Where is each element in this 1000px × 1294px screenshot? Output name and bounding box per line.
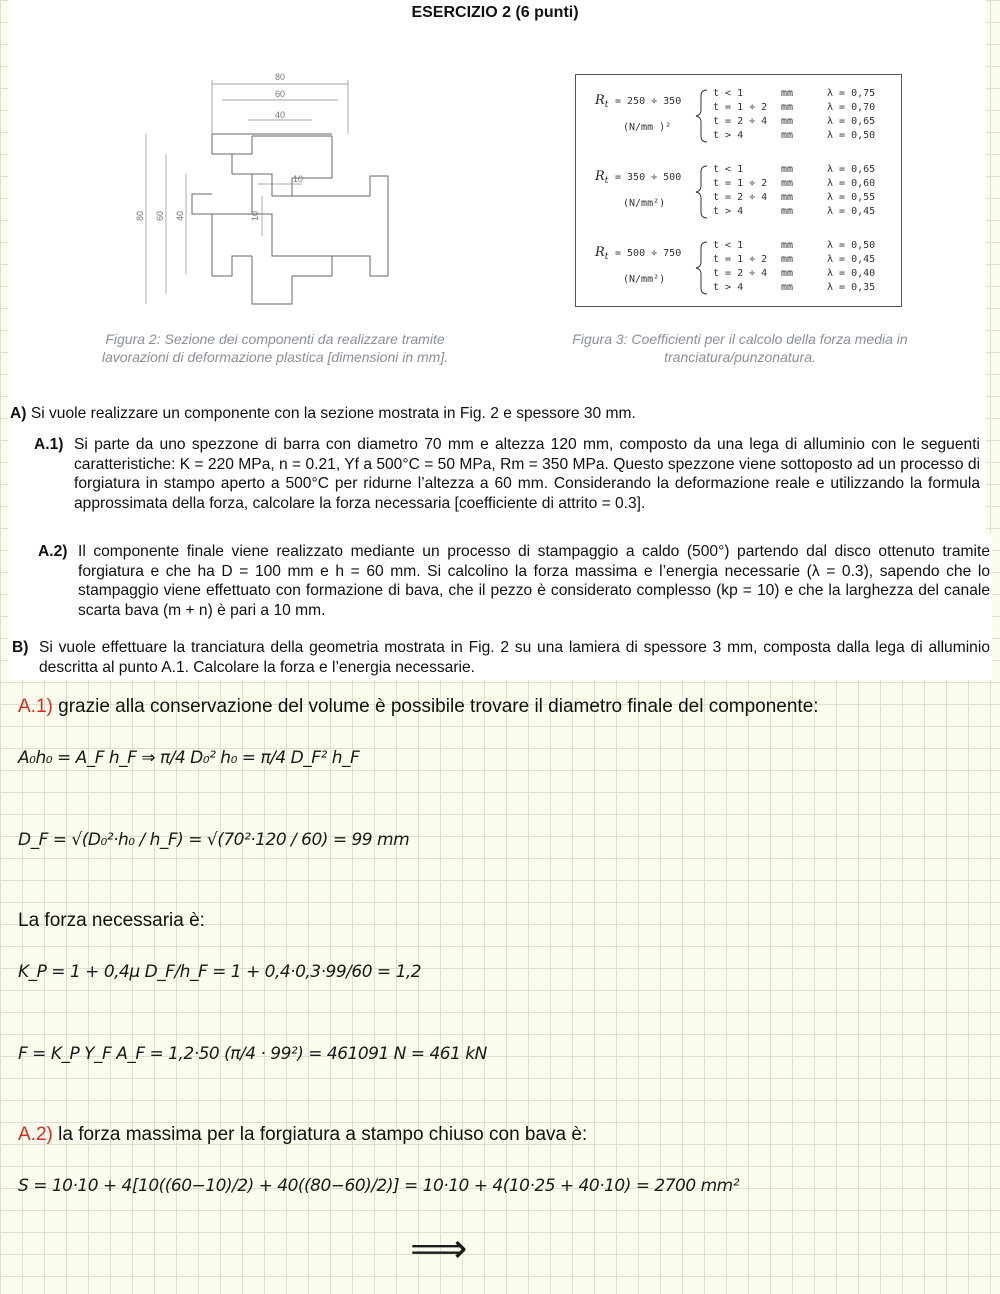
- lambda-value: λ = 0,65: [827, 164, 876, 175]
- answer-a1-intro: A.1) grazie alla conservazione del volume è possibile trovare il diametro finale del componente:: [18, 696, 819, 717]
- thickness-range: t > 4: [713, 206, 744, 217]
- thickness-range: t = 2 ÷ 4: [713, 192, 768, 203]
- figure-3-caption: Figura 3: Coefficienti per il calcolo della forza media in tranciatura/punzonatura.: [572, 331, 908, 365]
- rt-symbol: $R_t$: [595, 245, 609, 262]
- thickness-range: t = 2 ÷ 4: [713, 116, 768, 127]
- answer-a2-intro: A.2) la forza massima per la forgiatura a stampo chiuso con bava è:: [18, 1124, 588, 1145]
- dim-60-left: 60: [155, 210, 165, 222]
- dim-80-left: 80: [135, 210, 145, 222]
- dim-60-top: 60: [274, 89, 286, 99]
- thickness-range: t < 1: [713, 88, 744, 99]
- question-a: A) Si vuole realizzare un componente con la sezione mostrata in Fig. 2 e spessore 30 mm.: [10, 405, 636, 422]
- rt-unit: (N/mm )²: [623, 122, 672, 133]
- lambda-value: λ = 0,45: [827, 254, 876, 265]
- question-b: B) Si vuole effettuare la tranciatura della geometria mostrata in Fig. 2 su una lamiera di spessore 3 mm, composta dalla lega di alluminio descritta al punto A.1. Calcolare la forza e l’energia necessarie.: [12, 639, 990, 676]
- figure-2-section-drawing: [130, 66, 400, 311]
- thickness-range: t > 4: [713, 130, 744, 141]
- dim-80-top: 80: [274, 72, 286, 82]
- lambda-value: λ = 0,55: [827, 192, 876, 203]
- thickness-unit: mm: [781, 116, 794, 127]
- thickness-unit: mm: [781, 102, 794, 113]
- thickness-unit: mm: [781, 206, 794, 217]
- thickness-unit: mm: [781, 282, 794, 293]
- handwritten-kp-equation: K_P = 1 + 0,4μ D_F/h_F = 1 + 0,4·0,3·99/60 = 1,2: [18, 962, 422, 982]
- thickness-unit: mm: [781, 178, 794, 189]
- rt-range: = 350 ÷ 500: [615, 172, 682, 183]
- force-heading: La forza necessaria è:: [18, 910, 205, 931]
- figure-2-caption: Figura 2: Sezione dei componenti da realizzare tramite lavorazioni di deformazione plastica [dimensioni in mm].: [101, 331, 449, 365]
- handwritten-implies-arrow: ⟹: [410, 1226, 467, 1272]
- handwritten-diameter-equation: D_F = √(D₀²·h₀ / h_F) = √(70²·120 / 60) = 99 mm: [18, 830, 410, 850]
- thickness-range: t < 1: [713, 164, 744, 175]
- dim-40-left: 40: [175, 210, 185, 222]
- handwritten-area-equation: S = 10·10 + 4[10((60−10)/2) + 40((80−60)/2)] = 10·10 + 4(10·25 + 40·10) = 2700 mm²: [18, 1176, 740, 1196]
- thickness-unit: mm: [781, 192, 794, 203]
- dim-40-top: 40: [274, 110, 286, 120]
- lambda-value: λ = 0,50: [827, 130, 876, 141]
- rt-symbol: $R_t$: [595, 93, 609, 110]
- thickness-range: t = 1 ÷ 2: [713, 102, 768, 113]
- thickness-unit: mm: [781, 130, 794, 141]
- handwritten-volume-equation: A₀h₀ = A_F h_F ⇒ π/4 D₀² h₀ = π/4 D_F² h_F: [18, 748, 360, 768]
- thickness-unit: mm: [781, 254, 794, 265]
- rt-symbol: $R_t$: [595, 169, 609, 186]
- lambda-value: λ = 0,60: [827, 178, 876, 189]
- question-a1: A.1) Si parte da uno spezzone di barra con diametro 70 mm e altezza 120 mm, composto da una lega di alluminio con le seguenti caratteristiche: K = 220 MPa, n = 0.21, Yf a 500°C = 50 MPa, Rm = 350 MPa. Questo spezzone viene sottoposto ad un processo di forgiatura in stampo aperto a 500°C per ridurne l’altezza a 60 mm. Considerando la deformazione reale e utilizzando la formula approssimata della forza, calcolare la forza necessaria [coefficiente di attrito = 0.3].: [34, 436, 980, 512]
- thickness-unit: mm: [781, 268, 794, 279]
- lambda-value: λ = 0,75: [827, 88, 876, 99]
- thickness-range: t = 2 ÷ 4: [713, 268, 768, 279]
- lambda-value: λ = 0,35: [827, 282, 876, 293]
- rt-unit: (N/mm²): [623, 198, 666, 209]
- thickness-range: t = 1 ÷ 2: [713, 178, 768, 189]
- rt-range: = 500 ÷ 750: [615, 248, 682, 259]
- thickness-range: t > 4: [713, 282, 744, 293]
- rt-range: = 250 ÷ 350: [615, 96, 682, 107]
- thickness-range: t = 1 ÷ 2: [713, 254, 768, 265]
- dim-10-horizontal: 10: [292, 174, 304, 184]
- question-a2: A.2) Il componente finale viene realizzato mediante un processo di stampaggio a caldo (500°) partendo dal disco ottenuto tramite forgiatura e che ha D = 100 mm e h = 60 mm. Si calcolino la forza massima e l’energia necessarie (λ = 0.3), sapendo che lo stampaggio viene effettuato con formazione di bava, che il pezzo è considerato complesso (kp = 10) e che la larghezza del canale scarta bava (m + n) è pari a 10 mm.: [38, 543, 990, 619]
- lambda-value: λ = 0,65: [827, 116, 876, 127]
- thickness-range: t < 1: [713, 240, 744, 251]
- thickness-unit: mm: [781, 240, 794, 251]
- dim-10-vertical: 10: [250, 210, 260, 222]
- rt-unit: (N/mm²): [623, 274, 666, 285]
- lambda-value: λ = 0,50: [827, 240, 876, 251]
- handwritten-force-equation: F = K_P Y_F A_F = 1,2·50 (π/4 · 99²) = 461091 N = 461 kN: [18, 1044, 487, 1064]
- lambda-value: λ = 0,70: [827, 102, 876, 113]
- figure-3-coefficients-table: [575, 74, 903, 308]
- lambda-value: λ = 0,45: [827, 206, 876, 217]
- lambda-value: λ = 0,40: [827, 268, 876, 279]
- thickness-unit: mm: [781, 164, 794, 175]
- exercise-title: ESERCIZIO 2 (6 punti): [411, 4, 579, 21]
- thickness-unit: mm: [781, 88, 794, 99]
